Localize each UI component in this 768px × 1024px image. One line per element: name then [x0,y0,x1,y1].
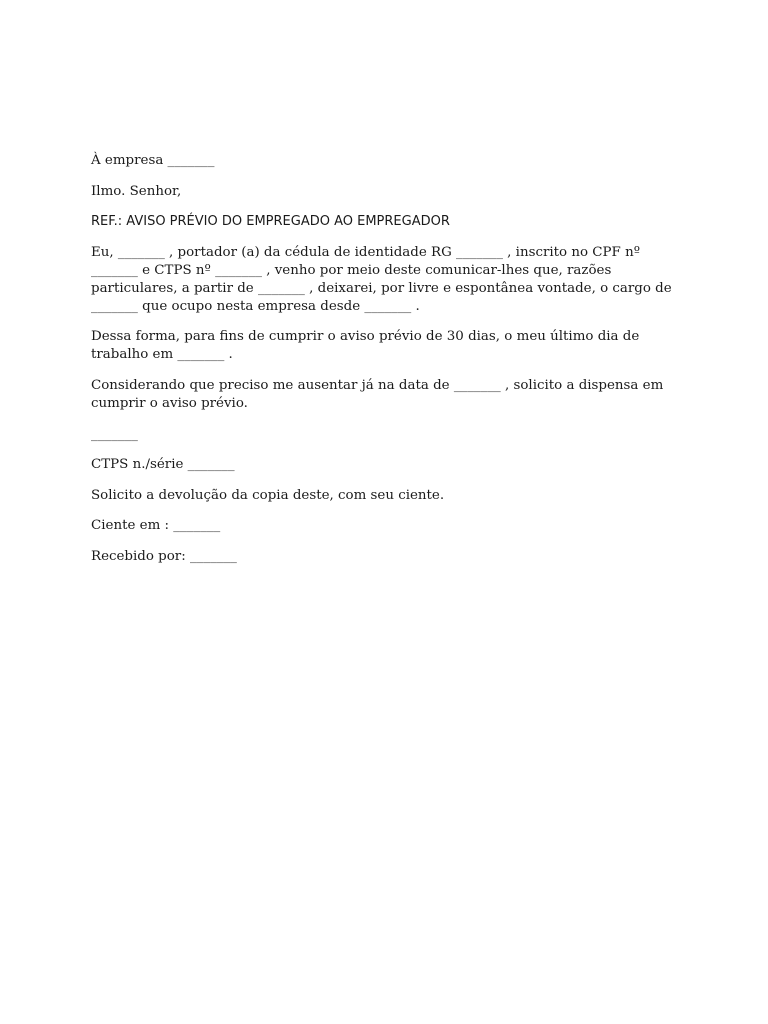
body-paragraph-2: Dessa forma, para fins de cumprir o aviso prévio de 30 dias, o meu último dia de trabalho em _______ . [91,329,640,363]
return-request-line: Solicito a devolução da copia deste, com seu ciente. [91,487,445,503]
salutation-line: Ilmo. Senhor, [91,183,182,199]
acknowledged-line: Ciente em : _______ [91,518,221,534]
signature-line: _______ [91,426,138,442]
body-paragraph-3: Considerando que preciso me ausentar já na data de _______ , solicito a dispensa em cumprir o aviso prévio. [91,377,664,411]
reference-line: REF.: AVISO PRÉVIO DO EMPREGADO AO EMPREGADOR [91,214,450,230]
recipient-line: À empresa _______ [91,153,215,168]
received-by-line: Recebido por: _______ [91,548,237,564]
ctps-line: CTPS n./série _______ [91,457,235,473]
letter-body [91,152,681,579]
body-paragraph-1: Eu, _______ , portador (a) da cédula de identidade RG _______ , inscrito no CPF nº _______ e CTPS nº _______ , venho por meio deste comunicar-lhes que, razões particulares, a partir de _______ , deixarei, por livre e espontânea vontade, o cargo de _______ que ocupo nesta empresa desde _______ . [91,244,672,314]
